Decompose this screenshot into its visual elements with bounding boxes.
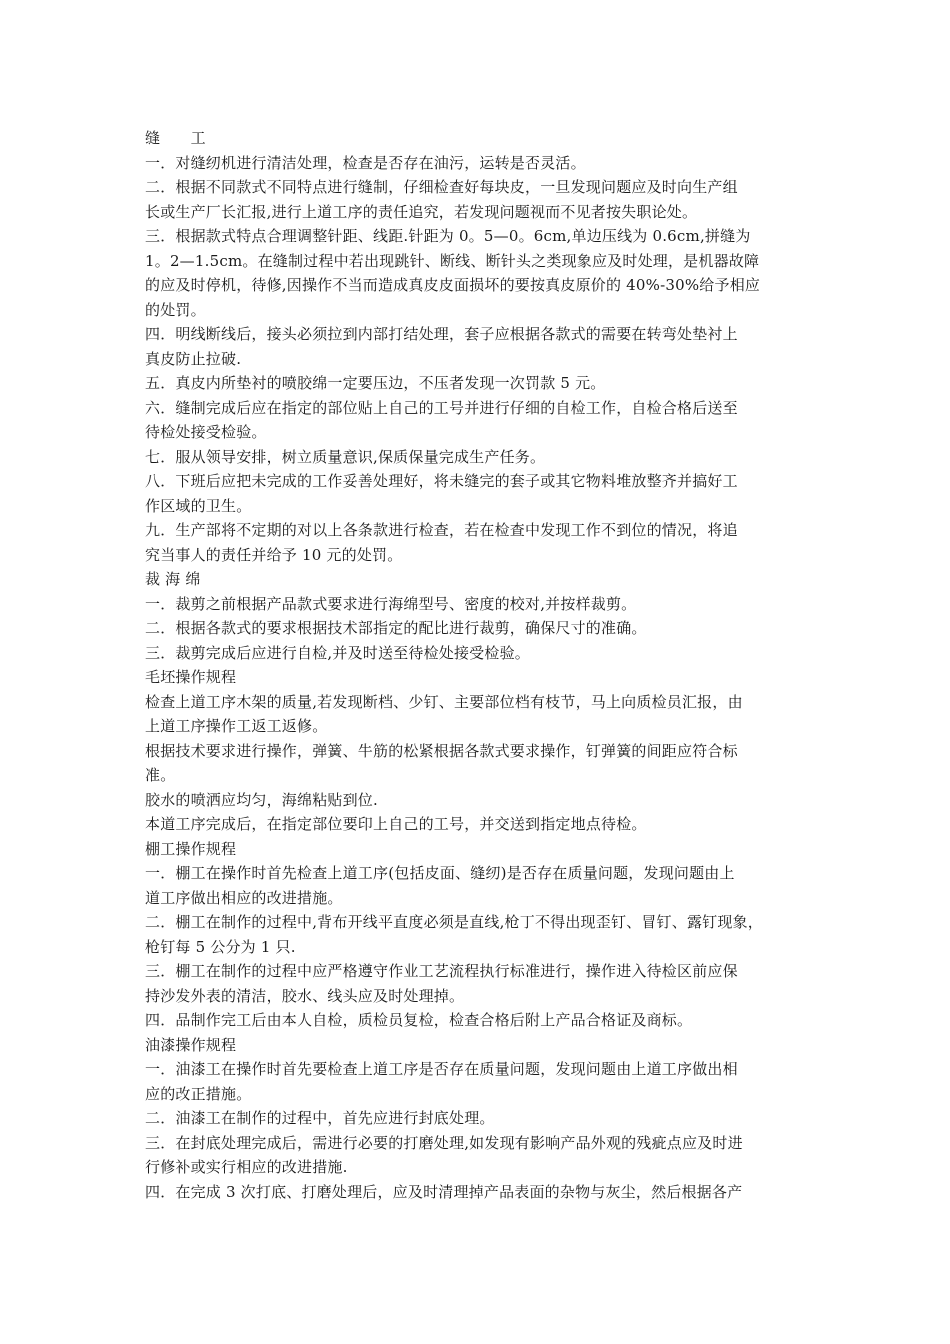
text-line: 四．明线断线后，接头必须拉到内部打结处理，套子应根据各款式的需要在转弯处垫衬上 (145, 325, 738, 343)
text-line: 二．棚工在制作的过程中,背布开线平直度必须是直线,枪丁不得出现歪钉、冒钉、露钉现象， (145, 913, 763, 931)
text-line: 真皮防止拉破. (145, 349, 242, 368)
text-line: 本道工序完成后，在指定部位要印上自己的工号，并交送到指定地点待检。 (145, 815, 647, 833)
text-line: 1。2—1.5cm。在缝制过程中若出现跳针、断线、断针头之类现象应及时处理，是机器故障 (145, 251, 760, 270)
text-line: 检查上道工序木架的质量,若发现断档、少钉、主要部位档有枝节，马上向质检员汇报，由 (145, 692, 743, 711)
text-line: 一．油漆工在操作时首先要检查上道工序是否存在质量问题，发现问题由上道工序做出相 (145, 1060, 738, 1078)
text-line: 八．下班后应把未完成的工作妥善处理好，将未缝完的套子或其它物料堆放整齐并搞好工 (145, 472, 738, 490)
text-line: 根据技术要求进行操作，弹簧、牛筋的松紧根据各款式要求操作，钉弹簧的间距应符合标 (145, 741, 738, 760)
text-line: 究当事人的责任并给予 10 元的处罚。 (145, 545, 403, 564)
text-line: 胶水的喷洒应均匀，海绵粘贴到位. (145, 790, 378, 809)
text-line: 行修补或实行相应的改进措施. (145, 1158, 348, 1176)
text-line: 六．缝制完成后应在指定的部位贴上自己的工号并进行仔细的自检工作，自检合格后送至 (145, 398, 738, 417)
section-title-upholstery: 棚工操作规程 (145, 839, 237, 858)
text-line: 的处罚。 (145, 300, 206, 319)
text-line: 二．油漆工在制作的过程中，首先应进行封底处理。 (145, 1109, 495, 1127)
text-line: 一．对缝纫机进行清洁处理，检查是否存在油污，运转是否灵活。 (145, 153, 586, 172)
text-line: 的应及时停机，待修,因操作不当而造成真皮皮面损坏的要按真皮原价的 40%-30%给予相应 (145, 276, 761, 294)
text-line: 二．根据各款式的要求根据技术部指定的配比进行裁剪，确保尺寸的准确。 (145, 619, 647, 637)
document-page (145, 126, 813, 1204)
text-line: 五．真皮内所垫衬的喷胶绵一定要压边，不压者发现一次罚款 5 元。 (145, 374, 606, 392)
text-line: 四．在完成 3 次打底、打磨处理后，应及时清理掉产品表面的杂物与灰尘，然后根据各产 (145, 1182, 743, 1201)
section-title-sewing: 缝 工 (145, 129, 206, 147)
text-line: 枪钉每 5 公分为 1 只. (145, 937, 296, 956)
text-line: 三．根据款式特点合理调整针距、线距.针距为 0。5—0。6cm,单边压线为 0.6cm,拼缝为 (145, 227, 751, 245)
text-line: 二．根据不同款式不同特点进行缝制，仔细检查好每块皮，一旦发现问题应及时向生产组 (145, 178, 738, 196)
text-line: 准。 (145, 766, 176, 784)
text-line: 一．棚工在操作时首先检查上道工序(包括皮面、缝纫)是否存在质量问题，发现问题由上 (145, 864, 735, 882)
text-line: 长或生产厂长汇报,进行上道工序的责任追究，若发现问题视而不见者按失职论处。 (145, 202, 698, 221)
text-line: 道工序做出相应的改进措施。 (145, 888, 343, 907)
text-line: 九．生产部将不定期的对以上各条款进行检查，若在检查中发现工作不到位的情况，将追 (145, 521, 738, 539)
text-line: 三．裁剪完成后应进行自检,并及时送至待检处接受检验。 (145, 643, 530, 662)
text-line: 待检处接受检验。 (145, 423, 267, 441)
text-line: 应的改正措施。 (145, 1084, 252, 1103)
text-line: 作区域的卫生。 (145, 496, 252, 515)
section-title-painting: 油漆操作规程 (145, 1035, 237, 1054)
text-line: 持沙发外表的清洁，胶水、线头应及时处理掉。 (145, 986, 465, 1005)
text-line: 四．品制作完工后由本人自检，质检员复检，检查合格后附上产品合格证及商标。 (145, 1011, 693, 1029)
section-title-blank: 毛坯操作规程 (145, 668, 237, 686)
text-line: 七．服从领导安排，树立质量意识,保质保量完成生产任务。 (145, 447, 546, 466)
text-line: 一．裁剪之前根据产品款式要求进行海绵型号、密度的校对,并按样裁剪。 (145, 594, 637, 613)
text-line: 上道工序操作工返工返修。 (145, 717, 328, 735)
text-line: 三．在封底处理完成后，需进行必要的打磨处理,如发现有影响产品外观的残疵点应及时进 (145, 1133, 743, 1152)
text-line: 三．棚工在制作的过程中应严格遵守作业工艺流程执行标准进行，操作进入待检区前应保 (145, 962, 738, 980)
section-title-foam-cutting: 裁 海 绵 (145, 570, 201, 588)
